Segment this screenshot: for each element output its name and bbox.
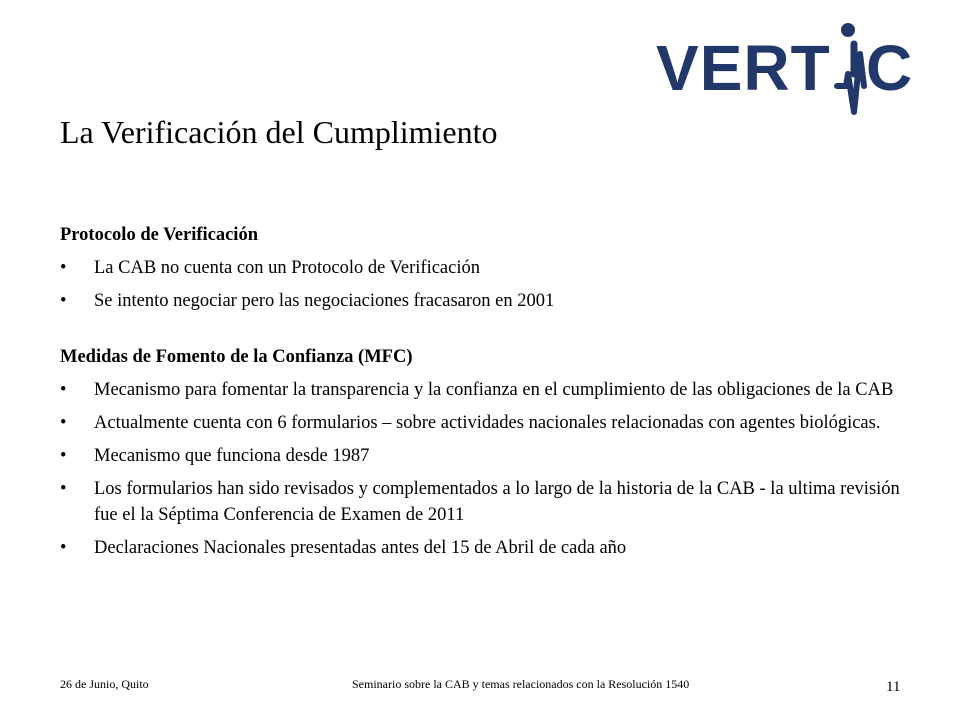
bullet-list (60, 255, 920, 314)
list-item-text: Se intento negociar pero las negociaciones fracasaron en 2001 (94, 291, 555, 311)
page-title: La Verificación del Cumplimiento (60, 114, 498, 150)
list-item-text: La CAB no cuenta con un Protocolo de Verificación (94, 258, 480, 278)
bullet-icon: • (60, 380, 67, 400)
list-item (60, 443, 920, 469)
bullet-list (60, 377, 920, 561)
section-heading: Protocolo de Verificación (60, 225, 258, 245)
list-item-text: Mecanismo para fomentar la transparencia y la confianza en el cumplimiento de las obligaciones de la CAB (94, 380, 894, 400)
section-confidence-measures (60, 344, 920, 561)
list-item-text: Actualmente cuenta con 6 formularios – sobre actividades nacionales relacionadas con agentes biológicas. (94, 413, 881, 433)
section-spacer (60, 314, 920, 344)
logo-wordmark: VERT (656, 32, 831, 104)
page-number: 11 (886, 679, 901, 695)
bullet-icon: • (60, 291, 67, 311)
section-verification-protocol (60, 222, 920, 314)
bullet-icon: • (60, 479, 67, 499)
list-item (60, 377, 920, 403)
bullet-icon: • (60, 258, 67, 278)
list-item (60, 410, 920, 436)
bullet-icon: • (60, 538, 67, 558)
logo-wordmark-tail: C (866, 32, 914, 104)
list-item-text: Declaraciones Nacionales presentadas antes del 15 de Abril de cada año (94, 538, 627, 558)
list-item (60, 288, 920, 314)
list-item-text: Mecanismo que funciona desde 1987 (94, 446, 370, 466)
list-item (60, 476, 920, 528)
section-heading: Medidas de Fomento de la Confianza (MFC) (60, 347, 413, 367)
bullet-icon: • (60, 446, 67, 466)
list-item (60, 535, 920, 561)
vertic-logo (650, 14, 912, 126)
slide-content (60, 222, 920, 561)
footer-date-place: 26 de Junio, Quito (60, 677, 149, 691)
list-item (60, 255, 920, 281)
list-item-text: Los formularios han sido revisados y complementados a lo largo de la historia de la CAB - la ultima revisión fue el la Séptima Conferencia de Examen de 2011 (94, 479, 900, 525)
footer-seminar-title: Seminario sobre la CAB y temas relacionados con la Resolución 1540 (352, 677, 690, 691)
bullet-icon: • (60, 413, 67, 433)
